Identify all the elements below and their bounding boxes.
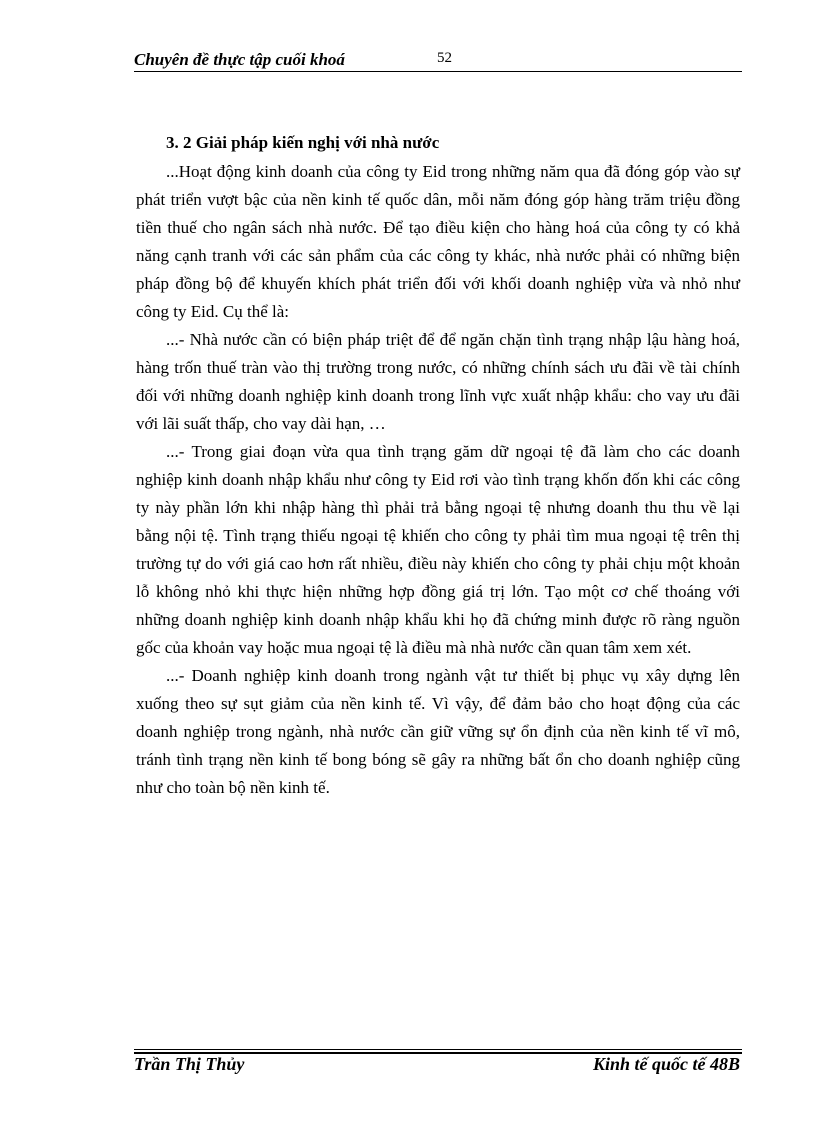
main-content <box>136 128 740 802</box>
footer-divider-thin <box>134 1049 742 1050</box>
footer-class: Kinh tế quốc tế 48B <box>592 1054 740 1074</box>
footer-author: Trần Thị Thủy <box>134 1054 245 1074</box>
section-heading: 3. 2 Giải pháp kiến nghị với nhà nước <box>166 133 440 152</box>
page-number: 52 <box>437 50 452 66</box>
paragraph-intro: ...Hoạt động kinh doanh của công ty Eid trong những năm qua đã đóng góp vào sự phát triển vượt bậc của nền kinh tế quốc dân, mỗi năm đóng góp hàng trăm triệu đồng tiền thuế cho ngân sách nhà nước. Để tạo điều kiện cho hàng hoá của công ty có khả năng cạnh tranh với các sản phẩm của các công ty khác, nhà nước phải có những biện pháp đồng bộ để khuyến khích phát triển đối với khối doanh nghiệp vừa và nhỏ như công ty Eid. Cụ thể là: <box>136 162 740 321</box>
paragraph-foreign-currency: ...- Trong giai đoạn vừa qua tình trạng găm dữ ngoại tệ đã làm cho các doanh nghiệp kinh doanh nhập khẩu như công ty Eid rơi vào tình trạng khốn đốn khi các công ty này phần lớn khi nhập hàng thì phải trả bằng ngoại tệ nhưng doanh thu thu về lại bằng nội tệ. Tình trạng thiếu ngoại tệ khiến cho công ty phải tìm mua ngoại tệ trên thị trường tự do với giá cao hơn rất nhiều, điều này khiến cho công ty phải chịu một khoản lỗ không nhỏ khi thực hiện những hợp đồng giá trị lớn. Tạo một cơ chế thoáng với những doanh nghiệp kinh doanh nhập khẩu khi họ đã chứng minh được rõ ràng nguồn gốc của khoản vay hoặc mua ngoại tệ là điều mà nhà nước cần quan tâm xem xét. <box>136 442 740 657</box>
paragraph-smuggling: ...- Nhà nước cần có biện pháp triệt để để ngăn chặn tình trạng nhập lậu hàng hoá, hàng trốn thuế tràn vào thị trường trong nước, có những chính sách ưu đãi về tài chính đối với những doanh nghiệp kinh doanh trong lĩnh vực xuất nhập khẩu: cho vay ưu đãi với lãi suất thấp, cho vay dài hạn, … <box>136 330 740 433</box>
page-header <box>134 46 742 74</box>
header-title: Chuyên đề thực tập cuối khoá <box>134 50 345 69</box>
header-divider <box>134 71 742 72</box>
paragraph-macro-stability: ...- Doanh nghiệp kinh doanh trong ngành vật tư thiết bị phục vụ xây dựng lên xuống theo sự sụt giảm của nền kinh tế. Vì vậy, để đảm bảo cho hoạt động của các doanh nghiệp trong ngành, nhà nước cần giữ vững sự ổn định của nền kinh tế vĩ mô, tránh tình trạng nền kinh tế bong bóng sẽ gây ra những bất ổn cho doanh nghiệp cũng như cho toàn bộ nền kinh tế. <box>136 666 740 797</box>
